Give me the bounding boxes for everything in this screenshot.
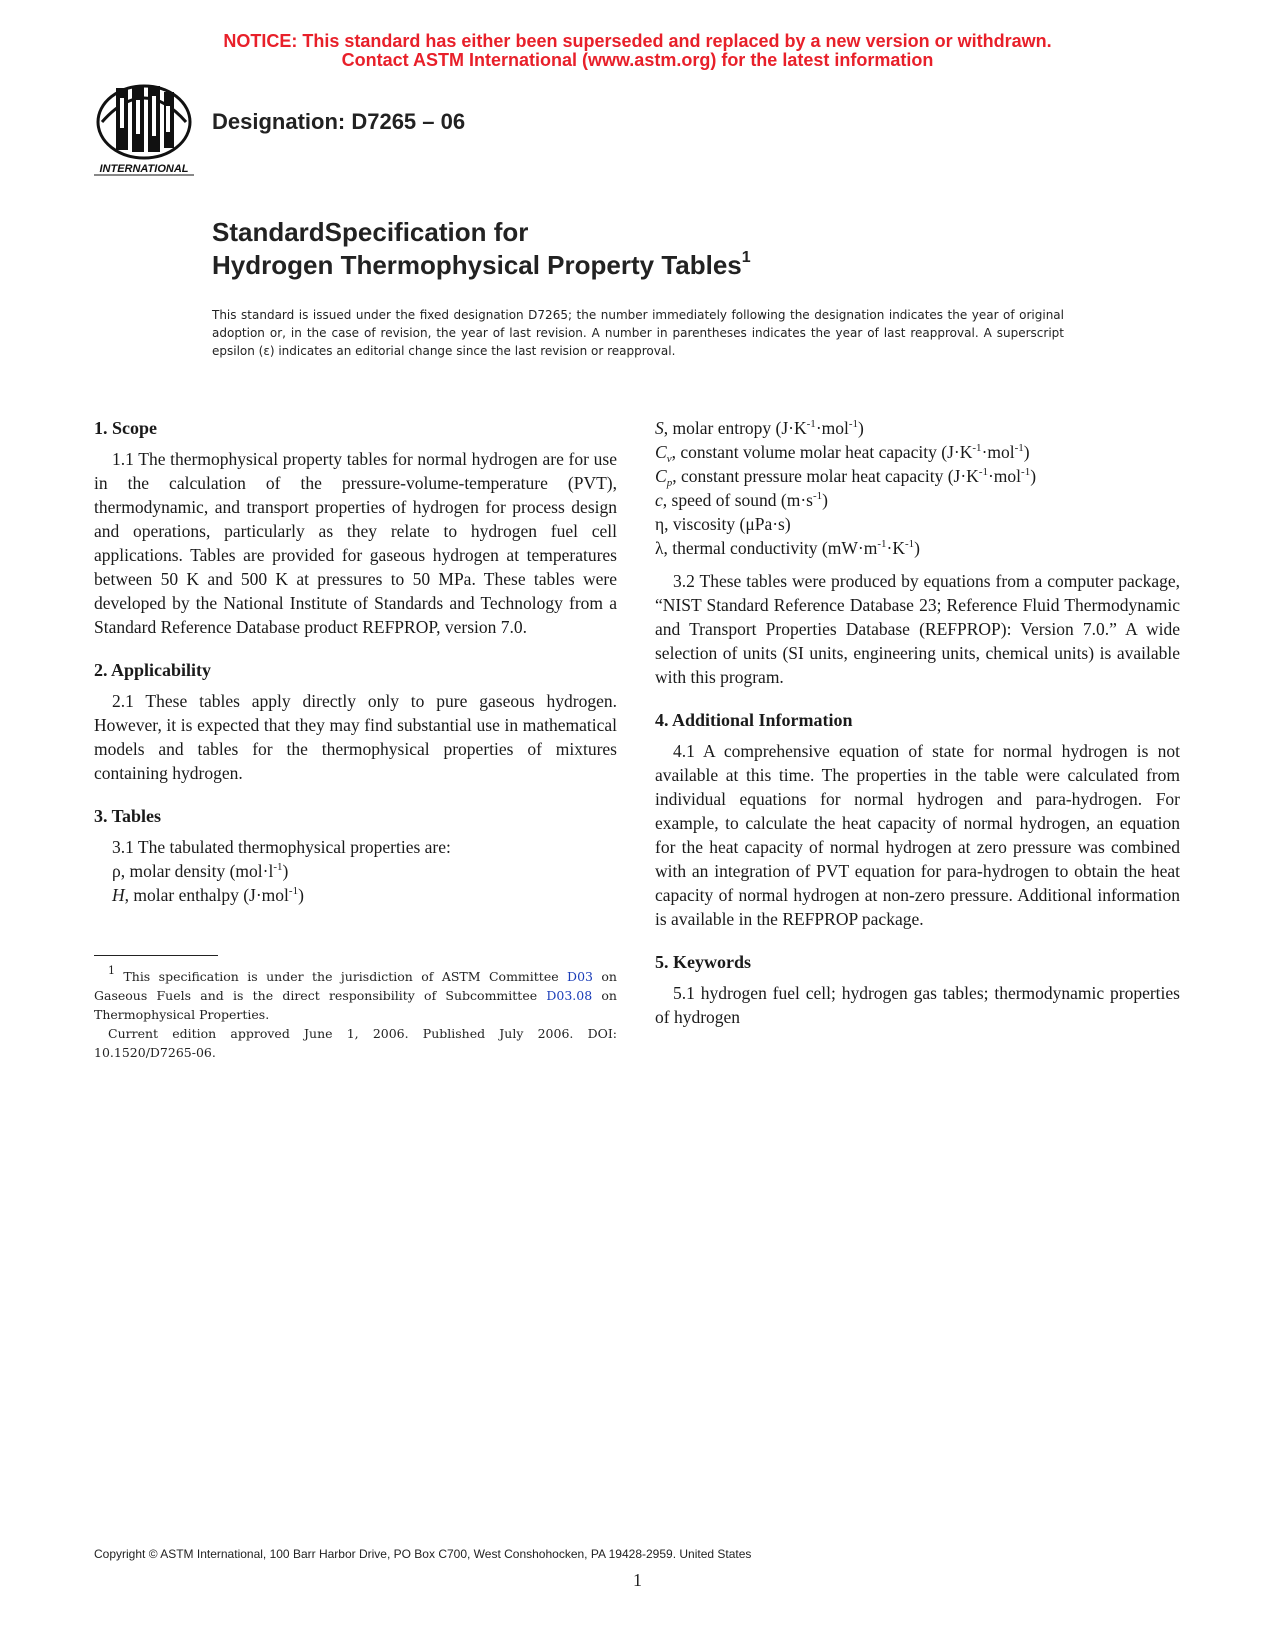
applicability-heading: 2. Applicability xyxy=(94,660,212,680)
left-column xyxy=(94,416,617,907)
committee-link[interactable]: D03 xyxy=(567,969,593,984)
additional-info-paragraph: 4.1 A comprehensive equation of state for normal hydrogen is not available at this time. The properties in the table were calculated from individual equations for normal hydrogen and para-hydrogen. For example, to calculate the heat capacity of normal hydrogen, an equation for the heat capacity of normal hydrogen at zero pressure was combined with an integration of PVT equation for para-hydrogen to obtain the heat capacity of normal hydrogen at non-zero pressure. Additional information is available in the REFPROP package. xyxy=(655,741,1180,929)
applicability-paragraph: 2.1 These tables apply directly only to pure gaseous hydrogen. However, it is expected that they may find substantial use in mathematical models and tables for the thermophysical properties of mixtures containing hydrogen. xyxy=(94,691,617,783)
page-number: 1 xyxy=(633,1570,642,1590)
additional-info-heading: 4. Additional Information xyxy=(655,710,853,730)
notice-line-1: NOTICE: This standard has either been superseded and replaced by a new version or withdrawn. xyxy=(223,31,1052,51)
notice-banner xyxy=(0,32,1275,70)
property-cp: $C_p$, constant pressure molar heat capacity $(J\cdot K^{-1}\cdot mol^{-1})$ xyxy=(655,466,1037,489)
right-column xyxy=(655,416,1180,1038)
tables-intro: 3.1 The tabulated thermophysical properties are: xyxy=(112,837,451,857)
subcommittee-link[interactable]: D03.08 xyxy=(546,988,593,1003)
scope-heading: 1. Scope xyxy=(94,418,157,438)
footnote-1: 1 This specification is under the jurisdiction of ASTM Committee D03 on Gaseous Fuels and is the direct responsibility of Subcommittee D03.08 on Thermophysical Properties. xyxy=(94,964,617,1022)
notice-line-2: Contact ASTM International (www.astm.org) for the latest information xyxy=(341,50,934,70)
tables-paragraph-2: 3.2 These tables were produced by equations from a computer package, “NIST Standard Reference Database 23; Reference Fluid Thermodynamic and Transport Properties Database (REFPROP): Version 7.0.” A wide selection of units (SI units, engineering units, chemical units) is available with this program. xyxy=(655,571,1180,687)
property-viscosity: η, viscosity (μPa·s) xyxy=(655,514,791,534)
keywords-paragraph: 5.1 hydrogen fuel cell; hydrogen gas tables; thermodynamic properties of hydrogen xyxy=(655,983,1180,1027)
property-entropy: S, molar entropy $(J\cdot K^{-1}\cdot mol^{-1})$ xyxy=(655,418,864,438)
keywords-heading: 5. Keywords xyxy=(655,952,751,972)
footnotes xyxy=(94,964,617,1062)
property-thermal-conductivity: λ, thermal conductivity $(mW\cdot m^{-1}\cdot K^{-1})$ xyxy=(655,538,920,558)
title-line-2 xyxy=(212,249,751,282)
property-enthalpy: H, molar enthalpy (J·mol$^{-1}$) xyxy=(112,885,304,905)
property-speed-of-sound: c, speed of sound $(m\cdot s^{-1})$ xyxy=(655,490,828,510)
title-line-1: StandardSpecification for xyxy=(212,217,529,247)
page-title xyxy=(212,216,751,282)
scope-paragraph: 1.1 The thermophysical property tables for normal hydrogen are for use in the calculation of the pressure-volume-temperature (PVT), thermodynamic, and transport properties of hydrogen for process design and operations, particularly as they relate to hydrogen fuel cell applications. Tables are provided for gaseous hydrogen at temperatures between 50 K and 500 K at pressures to 50 MPa. These tables were developed by the National Institute of Standards and Technology from a Standard Reference Database product REFPROP, version 7.0. xyxy=(94,449,617,637)
footnote-divider xyxy=(94,955,218,956)
property-density: ρ, molar density $(mol\cdot l^{-1})$ xyxy=(112,861,289,881)
tables-heading: 3. Tables xyxy=(94,806,162,826)
designation: Designation: D7265 – 06 xyxy=(212,109,466,134)
title-text: Hydrogen Thermophysical Property Tables xyxy=(212,250,742,280)
logo-text: INTERNATIONAL xyxy=(99,163,189,175)
footnote-2: Current edition approved June 1, 2006. Published July 2006. DOI: 10.1520/D7265-06. xyxy=(94,1026,617,1060)
issuance-statement: This standard is issued under the fixed designation D7265; the number immediately following the designation indicates the year of original adoption or, in the case of revision, the year of last revision. A number in parentheses indicates the year of last reapproval. A superscript epsilon (ε) indicates an editorial change since the last revision or reapproval. xyxy=(212,308,1064,358)
title-footnote-mark: 1 xyxy=(741,249,751,266)
copyright: Copyright © ASTM International, 100 Barr Harbor Drive, PO Box C700, West Conshohocken, PA 19428-2959. United States xyxy=(94,1547,752,1561)
property-cv: $C_v$, constant volume molar heat capacity $(J\cdot K^{-1}\cdot mol^{-1})$ xyxy=(655,442,1030,465)
astm-logo-icon xyxy=(92,82,196,180)
